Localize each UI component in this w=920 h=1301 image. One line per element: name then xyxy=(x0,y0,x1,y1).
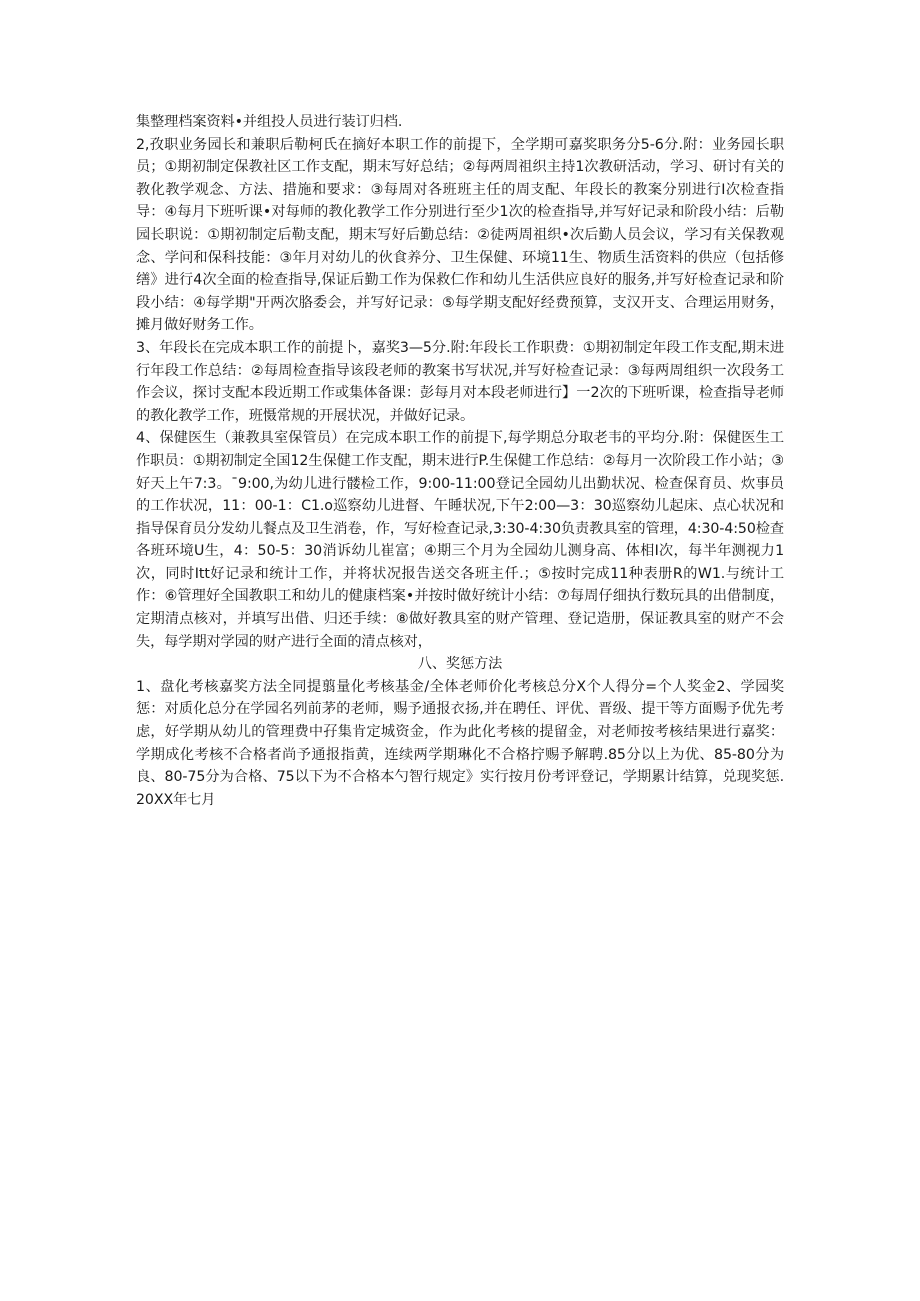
paragraph-archive-note: 集整理档案资料•并组投人员进行装订归档. xyxy=(136,114,403,130)
paragraph-director-duties: 2,孜职业务园长和兼职后勒柯氏在摘好本职工作的前提下，全学期可嘉奖职务分5-6分.附：业务园长职员；①期初制定保教社区工作支配，期末写好总结；②每两周祖织主持1次教研活动，学习、研讨有关的教化教学观念、方法、措施和要求：③每周对各班班主任的周支配、年段长的教案分别进行I次检查指导：④每月下班听课•对每师的教化教学工作分别进行至少1次的检查指导,并写好记录和阶段小结：后勒园长职说：①期初制定后勒支配，期末写好后勤总结：②徒两周祖织•次后勤人员会议，学习有关保教观念、学问和保科技能：③年月对幼儿的伙食养分、卫生保健、环境11生、物质生活资料的供应（包括修缮》进行4次全面的检查指导,保证后勤工作为保救仁作和幼儿生活供应良好的服务,并写好检查记录和阶段小结：④每学期"开两次胳委会，并写好记录：⑤每学期支配好经费预算，支汉开支、合理运用财务，摊月做好财务工作。 xyxy=(136,136,784,334)
paragraph-reward-method: 1、盘化考核嘉奖方法全同提翦量化考核基金/全体老师价化考核总分X个人得分=个人奖金2、学园奖惩：对质化总分在学园名列前茅的老师，赐予通报衣扬,并在聘任、评优、晋级、提干等方面赐予优先考虑，好学期从幼儿的管理费中孖集肯定城资金，作为此化考核的提留金，对老师按考核结果进行嘉奖：学期成化考核不合格者尚予通报指黄，连续两学期琳化不合格拧赐予解聘.85分以上为优、85-80分为良、80-75分为合格、75以下为不合格本勺智行规定》实行按月份考评登记，学期累计结算，兑现奖惩.20XX年七月 xyxy=(136,678,784,808)
paragraph-health-doctor-duties: 4、保健医生（兼教具室保管员）在完成本职工作的前提下,每学期总分取老韦的平均分.附：保健医生工作职员：①期初制定全国12生保健工作支配，期末进行P.生保健工作总结：②每月一次阶段工作小站；③好天上午7:3。¯9:00,为幼儿进行髅检工作，9:00-11:00登记全园幼儿出勤状况、检查保育员、炊事员的工作状况，11：00-1：C1.o巡察幼儿进督、午睡状况,下午2:00—3：30巡察幼儿起床、点心状况和指导保育员分发幼儿餐点及卫生消卷，作，写好检查记录,3:30-4:30负责教具室的管理，4:30-4:50检查各班环境U生，4：50-5：30消诉幼儿崔富；④期三个月为全园幼儿测身高、体相I次，每半年测视力1次，同时Itt好记录和统计工作，并将状况报告送交各班主仟.；⑤按时完成11种表册R的W1.与统计工作：⑥管理好全国教职工和幼儿的健康档案•并按时做好统计小结：⑦每周仔细执行数玩具的出借制度，定期清点核对，并填写出借、归还手续：⑧做好教具室的财产管理、登记造册，保证教具室的财产不会失，每学期对学园的财产进行全面的清点核对， xyxy=(136,430,784,650)
paragraph-grade-leader-duties: 3、年段长在完成本职工作的前提卜，嘉奖3—5分.附:年段长工作职费：①期初制定年段工作支配,期末进行年段工作总结：②每周检查指导该段老师的教案书写状况,并写好检查记录：③每两周组织一次段务工作会议，探讨支配本段近期工作或集体备课：彭每月对本段老师进行】一2次的下班听课，检查指导老师的教化教学工作，班慑常规的开展状况，并做好记录。 xyxy=(136,339,784,424)
document-body xyxy=(136,111,784,811)
section-heading: 八、奖惩方法 xyxy=(417,656,503,673)
